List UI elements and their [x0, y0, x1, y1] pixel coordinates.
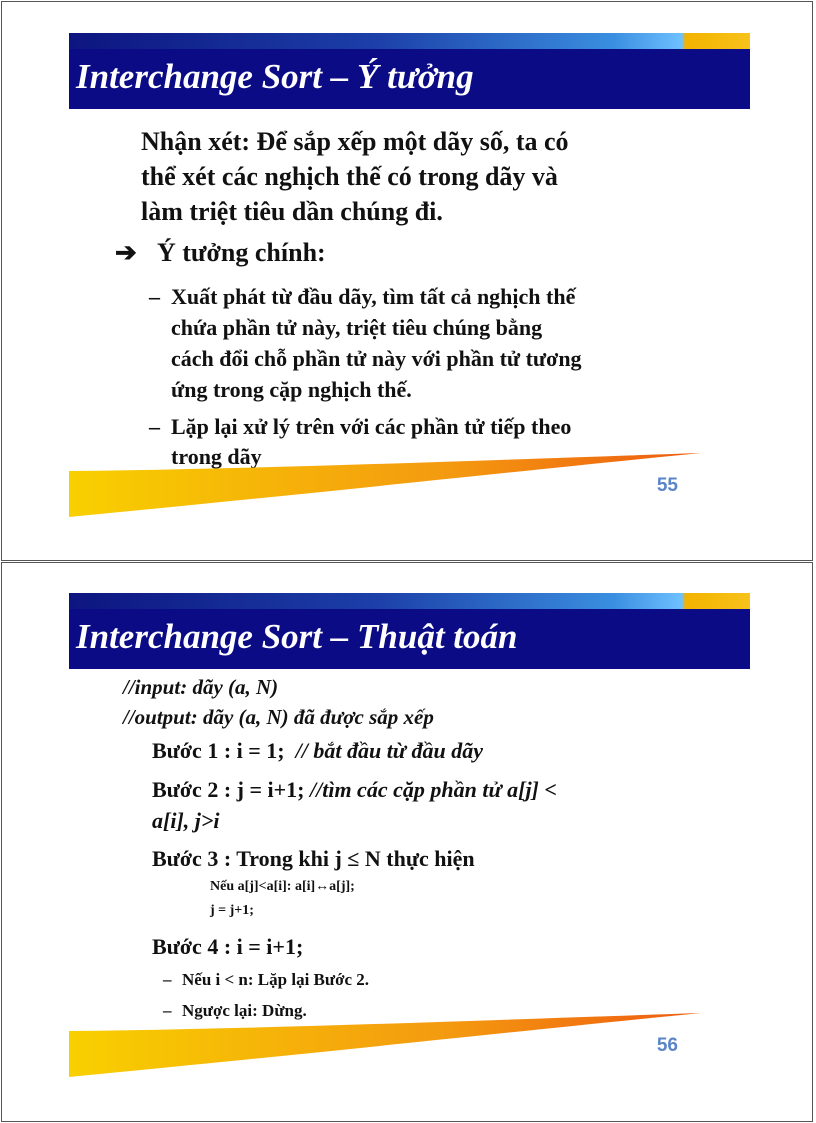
step4: Bước 4 : i = i+1;: [152, 934, 304, 959]
page-frame-2: [1, 562, 813, 1122]
page-frame-1: [1, 1, 813, 561]
bullet-line: Lặp lại xử lý trên với các phần tử tiếp theo: [171, 414, 572, 439]
arrow-icon: ➔: [115, 238, 137, 267]
dash-bullet: –: [149, 284, 160, 309]
slide-top-stripe: [69, 593, 750, 609]
step2: [152, 777, 557, 803]
page-number: 55: [656, 475, 678, 496]
step4-branch: Nếu i < n: Lặp lại Bước 2.: [182, 970, 370, 989]
slide-title: Interchange Sort – Ý tưởng: [76, 57, 474, 96]
slide-55: [69, 33, 750, 530]
step2-comment: //tìm các cặp phần tử a[j] <: [310, 777, 557, 802]
bullet-line: cách đổi chỗ phần tử này với phần tử tương: [171, 346, 582, 371]
bullet-line: trong dãy: [171, 444, 262, 469]
dash-bullet: –: [163, 1001, 172, 1020]
step1: [152, 738, 483, 764]
step3: Bước 3 : Trong khi j ≤ N thực hiện: [152, 846, 475, 871]
bullet-line: ứng trong cặp nghịch thế.: [171, 377, 412, 402]
dash-bullet: –: [149, 414, 160, 439]
slide-title: Interchange Sort – Thuật toán: [76, 617, 518, 656]
remark-line: làm triệt tiêu dần chúng đi.: [141, 197, 443, 226]
slide-56: [69, 593, 750, 1090]
input-comment: //input: dãy (a, N): [123, 675, 279, 699]
step3-sub: Nếu a[j]<a[i]: a[i]↔a[j];: [210, 879, 355, 894]
step2-comment-cont: a[i], j>i: [152, 808, 220, 833]
step1-comment: // bắt đầu từ đầu dãy: [295, 738, 483, 763]
step1-label: Bước 1 : i = 1;: [152, 738, 285, 763]
main-idea-heading: Ý tưởng chính:: [157, 238, 326, 267]
step2-label: Bước 2 : j = i+1;: [152, 777, 305, 802]
slide-title-bar: [69, 49, 750, 109]
dash-bullet: –: [163, 970, 172, 989]
output-comment: //output: dãy (a, N) đã được sắp xếp: [123, 705, 434, 729]
step3-sub: j = j+1;: [210, 903, 254, 918]
page-number: 56: [656, 1035, 678, 1056]
slide-top-stripe: [69, 33, 750, 49]
remark-line: thể xét các nghịch thế có trong dãy và: [141, 162, 558, 191]
remark-line: Nhận xét: Để sắp xếp một dãy số, ta có: [141, 127, 569, 156]
slide-title-bar: [69, 609, 750, 669]
step4-branch: Ngược lại: Dừng.: [182, 1001, 307, 1020]
bullet-line: Xuất phát từ đầu dãy, tìm tất cả nghịch thế: [171, 284, 576, 309]
bullet-line: chứa phần tử này, triệt tiêu chúng bằng: [171, 315, 543, 340]
